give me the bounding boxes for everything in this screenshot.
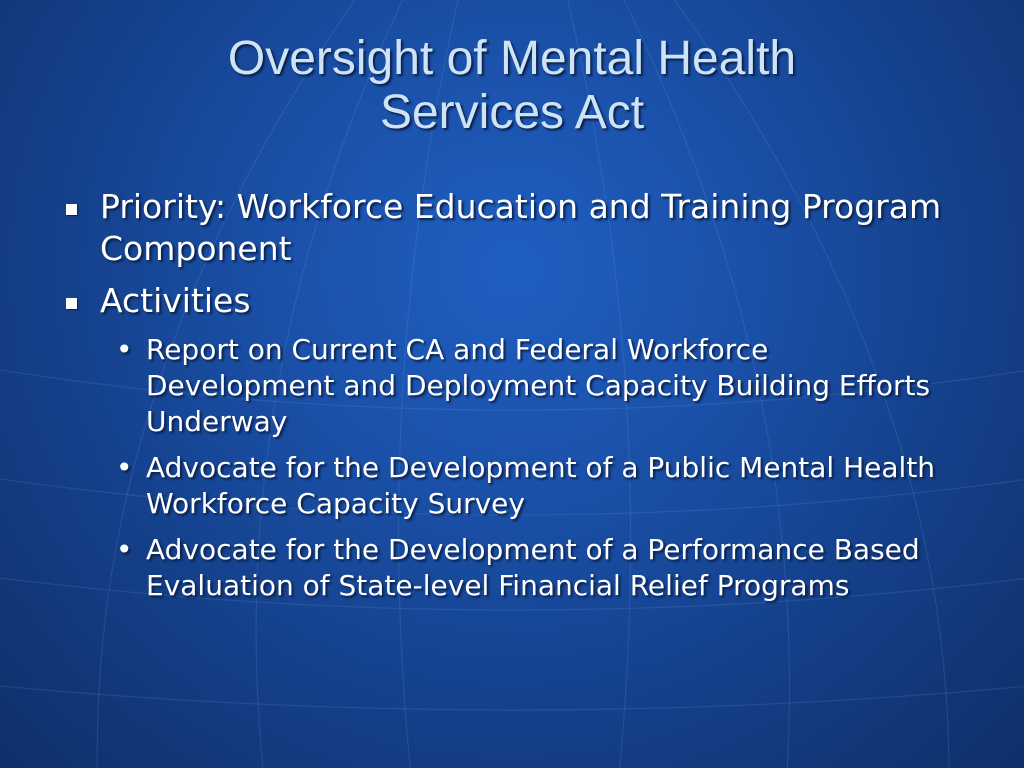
sub-bullet-text: Advocate for the Development of a Performance Based Evaluation of State-level Financial Relief Programs xyxy=(146,533,920,602)
sub-bullet-text: Report on Current CA and Federal Workforce Development and Deployment Capacity Building Efforts Underway xyxy=(146,333,931,438)
bullet-text: Activities xyxy=(100,281,251,320)
bullet-activities xyxy=(62,280,962,322)
square-bullet-icon xyxy=(66,204,77,215)
dot-bullet-icon: • xyxy=(116,533,133,566)
slide-body xyxy=(62,186,962,614)
sub-bullet-report xyxy=(116,332,936,440)
slide-title xyxy=(0,32,1024,140)
square-bullet-icon xyxy=(66,298,77,309)
dot-bullet-icon: • xyxy=(116,451,133,484)
dot-bullet-icon: • xyxy=(116,333,133,366)
bullet-text: Priority: Workforce Education and Training Program Component xyxy=(100,187,942,268)
sub-bullet-survey xyxy=(116,450,936,522)
bullet-priority xyxy=(62,186,962,270)
sub-bullet-evaluation xyxy=(116,532,936,604)
slide-title-line-1: Oversight of Mental Health xyxy=(227,32,797,85)
sub-bullet-text: Advocate for the Development of a Public Mental Health Workforce Capacity Survey xyxy=(146,451,936,520)
slide-title-line-2: Services Act xyxy=(379,86,645,139)
